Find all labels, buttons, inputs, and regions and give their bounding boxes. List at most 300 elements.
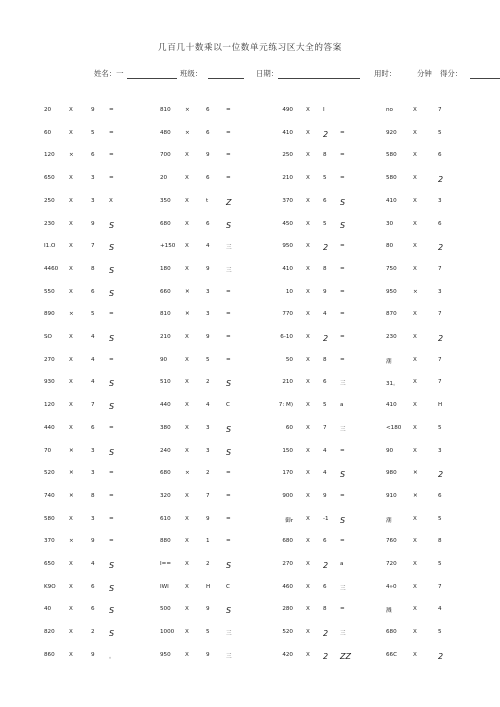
operand-a: 580	[44, 515, 55, 522]
operand-b: 5	[438, 129, 442, 136]
operator: X	[185, 583, 189, 590]
operator: X	[413, 583, 417, 590]
operand-b: 5	[323, 402, 327, 409]
operand-b: 9	[206, 265, 210, 272]
result-sign: S	[226, 379, 232, 389]
date-label: 日期：	[256, 69, 279, 78]
result-sign: ZZ	[340, 651, 351, 661]
operand-a: 270	[44, 356, 55, 363]
result-sign: =	[226, 311, 231, 318]
operand-b: 3	[438, 447, 442, 454]
operator: X	[306, 107, 310, 113]
result-sign: =	[109, 515, 114, 522]
operand-a: 740	[44, 492, 55, 499]
operand-b: 4	[438, 606, 442, 613]
operand-b: 9	[91, 538, 95, 545]
result-sign: S	[109, 220, 115, 230]
result-sign: =	[109, 538, 114, 545]
operand-a: 潮	[386, 517, 392, 524]
operand-a: 30	[386, 220, 394, 227]
operand-a: 510	[160, 379, 171, 386]
operand-b: 4	[323, 311, 327, 318]
problem-row	[0, 652, 500, 662]
operator: X	[185, 447, 189, 454]
operand-a: 410	[282, 265, 293, 272]
operand-a: 650	[44, 175, 55, 182]
result-sign: S	[340, 470, 346, 480]
operator: X	[306, 311, 310, 318]
operator: X	[306, 492, 310, 499]
operand-b: 6	[91, 583, 95, 590]
operator: X	[413, 197, 417, 204]
problem-row	[0, 425, 500, 435]
result-sign: =	[226, 538, 231, 545]
problem-row	[0, 493, 500, 503]
result-sign: =	[226, 356, 231, 363]
operand-a: 50	[285, 356, 293, 363]
operand-b: 6	[438, 492, 442, 499]
operator: X	[413, 356, 417, 363]
problem-row	[0, 175, 500, 185]
result-sign: 三	[226, 653, 232, 660]
result-sign: S	[226, 561, 232, 570]
problem-row	[0, 334, 500, 344]
result-sign: =	[340, 447, 345, 454]
operand-b: 9	[206, 515, 210, 522]
operand-a: <180	[386, 424, 402, 431]
operand-a: 66C	[386, 651, 398, 658]
operator: X	[185, 356, 189, 363]
operand-a: 20	[44, 107, 52, 113]
worksheet-title: 几百几十数乘以一位数单元练习区大全的答案	[158, 43, 342, 53]
operator: X	[185, 651, 189, 658]
operand-b: 2	[91, 629, 95, 636]
operator: X	[306, 175, 310, 182]
operand-b: 5	[438, 561, 442, 567]
operand-b: H	[206, 583, 211, 590]
operand-a: 920	[386, 129, 397, 136]
operator: X	[306, 197, 310, 204]
operand-b: 3	[91, 470, 95, 477]
operator: X	[69, 629, 73, 636]
operand-b: 6	[91, 152, 95, 159]
problem-row	[0, 289, 500, 299]
result-sign: S	[226, 220, 232, 230]
operand-b: 2	[323, 334, 329, 343]
operand-b: 3	[91, 175, 95, 182]
operator: X	[306, 583, 310, 590]
operand-a: 770	[282, 311, 293, 318]
operand-a: 450	[282, 220, 293, 227]
operator: X	[306, 538, 310, 545]
operand-a: 270	[282, 561, 293, 567]
operand-a: 210	[282, 379, 293, 386]
problem-row	[0, 538, 500, 548]
operator: X	[413, 220, 417, 227]
operand-b: 7	[438, 379, 442, 386]
result-sign: =	[109, 311, 114, 318]
operand-b: 7	[438, 107, 442, 113]
operand-a: 60	[285, 424, 293, 431]
operator: X	[306, 515, 310, 522]
operator: X	[306, 334, 310, 340]
operand-a: 70	[44, 447, 52, 454]
operand-b: 2	[438, 470, 444, 480]
result-sign: 三	[226, 267, 232, 274]
operand-b: 7	[438, 265, 442, 272]
operator: X	[185, 152, 189, 159]
result-sign: S	[109, 243, 115, 253]
operand-b: 9	[91, 220, 95, 227]
operand-a: 680	[282, 538, 293, 545]
operand-a: 御r	[285, 517, 293, 524]
operator: X	[69, 561, 73, 567]
operator: X	[185, 243, 189, 250]
operand-a: 320	[160, 492, 171, 499]
class-line	[208, 78, 244, 79]
result-sign: =	[340, 265, 345, 272]
operand-b: 6	[323, 379, 327, 386]
operand-b: -1	[323, 515, 329, 522]
operand-b: 7	[323, 424, 327, 431]
operand-a: 4»0	[386, 583, 397, 590]
operator: X	[69, 379, 73, 386]
problem-row	[0, 311, 500, 321]
operator: X	[306, 379, 310, 386]
operand-b: 6	[438, 152, 442, 159]
operator: X	[413, 265, 417, 272]
operator: ×	[185, 129, 190, 136]
problem-row	[0, 357, 500, 367]
operator: X	[413, 129, 417, 136]
problem-row	[0, 243, 500, 253]
operand-a: 1000	[160, 629, 175, 636]
operand-a: 810	[160, 107, 171, 113]
operand-a: 170	[282, 470, 293, 477]
operator: X	[306, 129, 310, 136]
operand-b: 3	[206, 288, 210, 295]
operand-b: 4	[323, 447, 327, 454]
operator: X	[185, 492, 189, 499]
result-sign: a	[340, 561, 344, 567]
operand-a: 680	[160, 470, 171, 477]
operand-b: 6	[206, 220, 210, 227]
problem-row	[0, 152, 500, 162]
operand-a: 650	[44, 561, 55, 567]
operand-b: 4	[91, 379, 95, 386]
operator: ×	[69, 152, 74, 159]
operand-a: 7: M)	[278, 402, 293, 409]
operand-a: 980	[386, 470, 397, 477]
result-sign: =	[340, 356, 345, 363]
operand-b: 9	[206, 651, 210, 658]
problem-row	[0, 584, 500, 594]
date-line	[278, 78, 360, 79]
operand-a: 750	[386, 265, 397, 272]
operand-b: 2	[206, 561, 210, 567]
operand-b: 2	[438, 175, 444, 185]
result-sign: C	[226, 583, 230, 590]
operand-b: 2	[438, 651, 444, 661]
operator: X	[69, 175, 73, 182]
operand-b: t	[206, 197, 209, 204]
operand-a: 350	[160, 197, 171, 204]
operator: ✕	[185, 288, 190, 295]
operator: X	[69, 424, 73, 431]
result-sign: a	[340, 402, 344, 409]
operand-b: 2	[438, 243, 444, 253]
result-sign: =	[340, 538, 345, 545]
operand-a: IWI	[160, 583, 169, 590]
operand-a: no	[386, 107, 393, 113]
worksheet-header	[94, 68, 463, 82]
operand-a: 890	[44, 311, 55, 318]
operator: X	[306, 470, 310, 477]
result-sign: =	[109, 152, 114, 159]
operand-a: 720	[386, 561, 397, 567]
result-sign: 三	[340, 585, 346, 592]
operator: X	[306, 629, 310, 636]
result-sign: =	[109, 424, 114, 431]
operand-b: 8	[91, 265, 95, 272]
operator: ×	[185, 107, 190, 113]
result-sign: S	[109, 402, 115, 412]
result-sign: S	[226, 606, 232, 616]
operand-b: 9	[323, 288, 327, 295]
operand-b: 9	[206, 152, 210, 159]
operand-a: 230	[44, 220, 55, 227]
result-sign: =	[340, 288, 345, 295]
operand-a: 420	[282, 651, 293, 658]
result-sign: =	[109, 492, 114, 499]
operand-b: 5	[323, 220, 327, 227]
operator: X	[306, 424, 310, 431]
operator: ✕	[413, 492, 418, 499]
result-sign: 三	[340, 426, 346, 433]
operator: X	[185, 402, 189, 409]
operand-b: 6	[91, 424, 95, 431]
operand-b: 1	[206, 538, 210, 545]
operand-b: 4	[91, 334, 95, 340]
operator: X	[413, 651, 417, 658]
result-sign: S	[226, 447, 232, 457]
result-sign: 三	[226, 245, 232, 252]
operand-a: 440	[160, 402, 171, 409]
operand-a: 31。	[386, 381, 399, 388]
operand-a: 370	[44, 538, 55, 545]
operator: X	[185, 265, 189, 272]
result-sign: C	[226, 402, 230, 409]
problem-row	[0, 107, 500, 117]
operand-a: 550	[44, 288, 55, 295]
problem-row	[0, 470, 500, 480]
problem-row	[0, 402, 500, 412]
result-sign: S	[340, 220, 346, 230]
operator: X	[306, 402, 310, 409]
operator: X	[413, 334, 417, 340]
operand-a: 950	[160, 651, 171, 658]
operand-b: 7	[438, 356, 442, 363]
operand-a: 410	[386, 402, 397, 409]
operator: X	[413, 243, 417, 250]
problem-row	[0, 379, 500, 389]
operator: X	[69, 288, 73, 295]
operand-a: 280	[282, 606, 293, 613]
operand-a: 120	[44, 152, 55, 159]
operator: X	[69, 265, 73, 272]
result-sign: =	[226, 152, 231, 159]
operand-a: 910	[386, 492, 397, 499]
operand-a: 潮	[386, 358, 392, 365]
operand-b: 8	[323, 152, 327, 159]
operand-b: 5	[91, 311, 95, 318]
operand-a: 580	[386, 152, 397, 159]
result-sign: S	[109, 606, 115, 616]
operator: X	[306, 356, 310, 363]
operand-a: 880	[160, 538, 171, 545]
operator: X	[185, 220, 189, 227]
operand-a: 820	[44, 629, 55, 636]
result-sign: S	[109, 447, 115, 457]
operand-a: 700	[160, 152, 171, 159]
operand-b: H	[438, 402, 443, 409]
result-sign: S	[109, 379, 115, 389]
operand-a: 6-10	[280, 334, 293, 340]
operand-b: 7	[91, 402, 95, 409]
operand-b: 6	[206, 175, 210, 182]
operand-a: 90	[386, 447, 394, 454]
operand-b: 5	[91, 129, 95, 136]
problem-row	[0, 221, 500, 231]
result-sign: =	[340, 492, 345, 499]
result-sign: S	[109, 561, 115, 570]
operator: X	[185, 629, 189, 636]
result-sign: =	[340, 152, 345, 159]
operator: X	[69, 606, 73, 613]
operand-a: 870	[386, 311, 397, 318]
operator: X	[306, 243, 310, 250]
operator: X	[69, 107, 73, 113]
operand-b: 9	[91, 651, 95, 658]
result-sign: 三	[340, 381, 346, 388]
operand-b: 8	[91, 492, 95, 499]
problem-row	[0, 516, 500, 526]
operand-b: 6	[438, 220, 442, 227]
operand-b: 2	[323, 243, 329, 253]
operand-b: 8	[323, 606, 327, 613]
operator: X	[69, 402, 73, 409]
operand-a: 40	[44, 606, 52, 613]
result-sign: S	[109, 334, 115, 343]
operator: X	[413, 152, 417, 159]
result-sign: =	[226, 107, 231, 113]
operand-a: 4460	[44, 265, 59, 272]
operand-a: 480	[160, 129, 171, 136]
result-sign: =	[340, 243, 345, 250]
problem-row	[0, 266, 500, 276]
operator: ✕	[413, 470, 418, 477]
operator: X	[306, 447, 310, 454]
operator: X	[306, 265, 310, 272]
operand-b: 4	[206, 243, 210, 250]
operand-a: 860	[44, 651, 55, 658]
operator: X	[185, 538, 189, 545]
operand-a: 520	[282, 629, 293, 636]
operand-b: 7	[206, 492, 210, 499]
operand-b: 3	[206, 424, 210, 431]
operand-a: 520	[44, 470, 55, 477]
operand-a: 930	[44, 379, 55, 386]
problem-row	[0, 448, 500, 458]
operator: X	[185, 175, 189, 182]
operator: X	[69, 356, 73, 363]
problem-row	[0, 629, 500, 639]
operator: X	[69, 129, 73, 136]
operator: X	[413, 311, 417, 318]
result-sign: X	[109, 197, 113, 204]
result-sign: =	[109, 175, 114, 182]
operand-b: 6	[91, 606, 95, 613]
result-sign: S	[109, 629, 115, 639]
result-sign: =	[340, 175, 345, 182]
operand-a: 680	[386, 629, 397, 636]
operand-b: I	[323, 107, 325, 113]
operand-a: 20	[160, 175, 168, 182]
operand-a: 410	[282, 129, 293, 136]
operand-b: 5	[206, 629, 210, 636]
operand-a: K9O	[44, 583, 56, 590]
operand-a: 490	[282, 107, 293, 113]
operand-b: 5	[438, 424, 442, 431]
operator: X	[185, 334, 189, 340]
operand-b: 5	[323, 175, 327, 182]
result-sign: =	[226, 129, 231, 136]
operator: X	[413, 379, 417, 386]
operator: X	[413, 402, 417, 409]
operand-b: 3	[91, 197, 95, 204]
result-sign: 三	[340, 631, 346, 638]
problem-row	[0, 561, 500, 571]
result-sign: =	[340, 606, 345, 613]
operator: ×	[413, 288, 418, 295]
operand-a: 溅	[386, 608, 392, 615]
result-sign: =	[226, 288, 231, 295]
operand-b: 7	[438, 311, 442, 318]
time-label: 用时：	[374, 69, 397, 78]
operand-a: 230	[386, 334, 397, 340]
operand-b: 6	[206, 107, 210, 113]
operand-b: 3	[91, 515, 95, 522]
operator: X	[185, 515, 189, 522]
operand-a: 250	[282, 152, 293, 159]
operand-a: 460	[282, 583, 293, 590]
result-sign: 三	[226, 631, 232, 638]
result-sign: S	[226, 424, 232, 434]
operator: X	[69, 651, 73, 658]
operand-a: 500	[160, 606, 171, 613]
operand-b: 2	[438, 334, 444, 343]
score-label: 得分：	[440, 69, 463, 78]
operand-b: 2	[323, 651, 329, 661]
result-sign: =	[109, 129, 114, 136]
operand-a: 680	[160, 220, 171, 227]
operator: X	[185, 424, 189, 431]
operand-b: 2	[323, 129, 329, 139]
operand-b: 2	[206, 470, 210, 477]
operator: X	[413, 107, 417, 113]
operand-a: 660	[160, 288, 171, 295]
operator: X	[69, 243, 73, 250]
